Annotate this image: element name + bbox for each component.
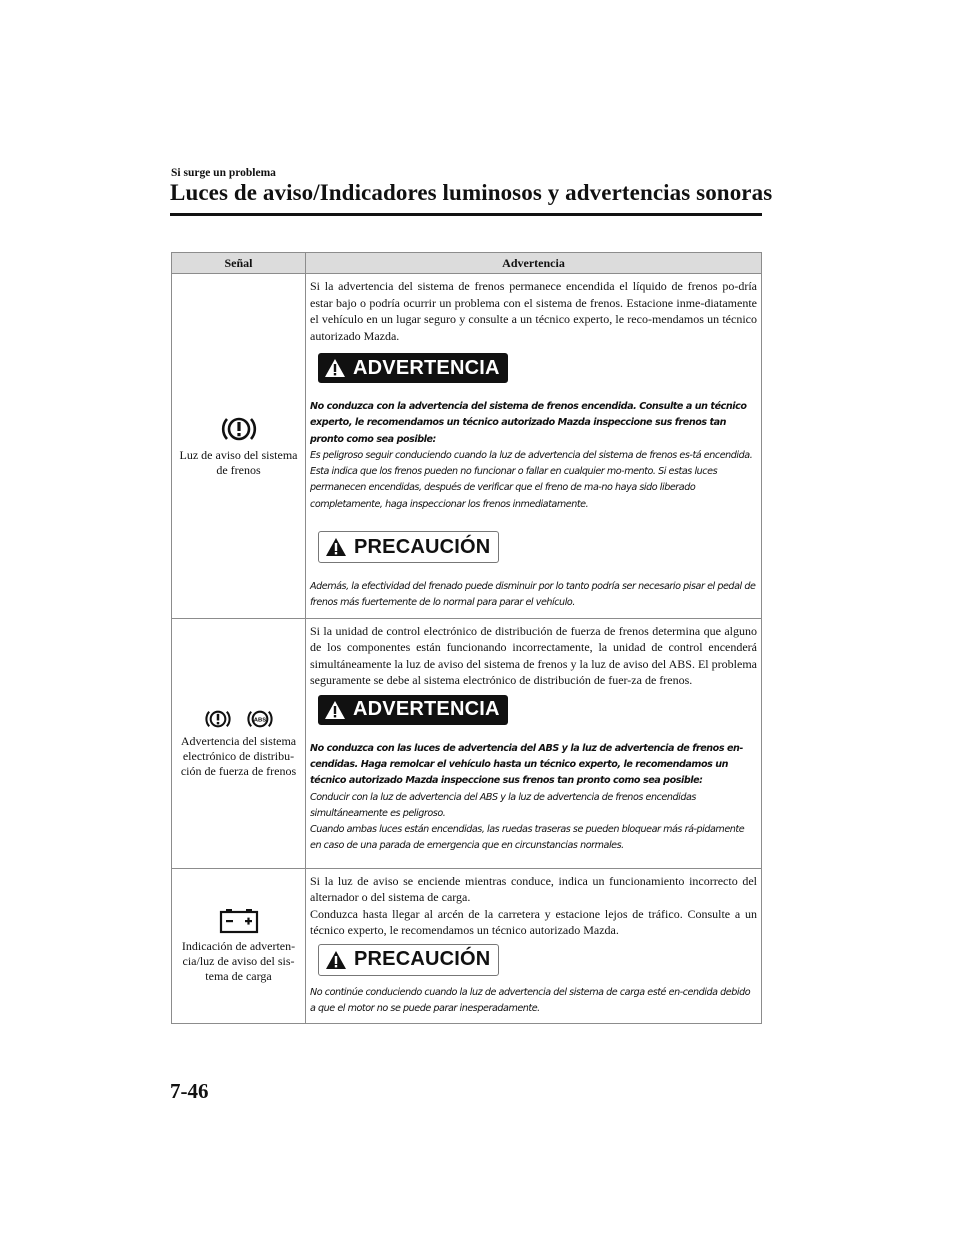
warning-detail-text: Conducir con la luz de advertencia del ABS y la luz de advertencia de frenos encendidas simultáneamente es peligroso. — [310, 791, 696, 819]
precaucion-badge — [318, 944, 499, 976]
warning-detail-text: Cuando ambas luces están encendidas, las ruedas traseras se pueden bloquear más rá-pidamente en caso de una parada de emergencia que en circunstancias normales. — [310, 824, 745, 852]
caution-triangle-icon — [325, 950, 347, 970]
signal-label: Luz de aviso del sistema de frenos — [179, 447, 298, 477]
warning-detail-text: Es peligroso seguir conduciendo cuando la luz de advertencia del sistema de frenos es-tá encendida. Esta indica que los frenos pueden no funcionar o fallar en cualquier mo-mento. Si estas luces permanecen encendidas, después de verificar que el freno de ma-no haya sido liberado completamente, haga inspeccionar los frenos inmediatamente. — [310, 449, 753, 510]
precaucion-badge — [318, 531, 499, 563]
warning-triangle-icon — [324, 358, 346, 378]
warning-bold-text: No conduzca con la advertencia del sistema de frenos encendida. Consulte a un técnico experto, le recomendamos un técnico autorizado Mazda inspeccione sus frenos tan pronto como sea posible: — [310, 401, 747, 445]
warning-triangle-icon — [324, 700, 346, 720]
signal-cell — [172, 618, 306, 868]
description-text: Conduzca hasta llegar al arcén de la carretera y estacione lejos de tráfico. Consulte a un técnico experto, le recomendamos un técnico autorizado Mazda. — [310, 906, 757, 938]
description-text: Si la advertencia del sistema de frenos permanece encendida el líquido de frenos po-dría estar bajo o podría ocurrir un problema con el sistema de frenos. Estacione inme-diatamente el vehículo en un lugar seguro y consulte a un técnico experto, le reco-mendamos un técnico autorizado Mazda. — [310, 279, 757, 343]
advertencia-badge — [318, 353, 508, 383]
page-title: Luces de aviso/Indicadores luminosos y advertencias sonoras — [170, 180, 773, 205]
caution-text: Además, la efectividad del frenado puede disminuir por lo tanto podría ser necesario pisar el pedal de frenos más fuertemente de lo normal para parar el vehículo. — [310, 581, 756, 609]
advertencia-badge — [318, 695, 508, 725]
warning-cell — [306, 274, 762, 619]
page-number: 7-46 — [170, 1079, 209, 1103]
table-header-row — [172, 253, 762, 274]
warning-lights-table — [171, 252, 762, 1024]
table-row — [172, 868, 762, 1024]
precaucion-label: PRECAUCIÓN — [354, 535, 491, 558]
table-row — [172, 618, 762, 868]
advertencia-label: ADVERTENCIA — [353, 698, 500, 721]
abs-icon-text: ABS — [253, 717, 266, 724]
brake-warning-icon — [220, 414, 258, 444]
caution-triangle-icon — [325, 537, 347, 557]
abs-icon — [246, 708, 274, 730]
signal-label: Indicación de adverten-cia/luz de aviso del sis-tema de carga — [181, 939, 296, 984]
signal-cell — [172, 274, 306, 619]
section-label: Si surge un problema — [171, 167, 276, 179]
warning-cell — [306, 868, 762, 1024]
signal-label: Advertencia del sistema electrónico de distribu-ción de fuerza de frenos — [180, 733, 297, 778]
advertencia-label: ADVERTENCIA — [353, 356, 500, 379]
table-row — [172, 274, 762, 619]
warning-bold-text: No conduzca con las luces de advertencia del ABS y la luz de advertencia de frenos en-cendidas. Haga remolcar el vehículo hasta un técnico experto, le recomendamos un técnico autorizado Mazda inspeccione sus frenos tan pronto como sea posible: — [310, 742, 743, 787]
col-header-warning: Advertencia — [306, 253, 762, 274]
description-text: Si la unidad de control electrónico de distribución de fuerza de frenos determina que alguno de los componentes están funcionando incorrectamente, la unidad de control encenderá simultáneamente la luz de aviso del sistema de frenos y la luz de aviso del ABS. El problema seguramente se debe al sistema electrónico de distribución de fuer-za de frenos. — [310, 623, 757, 688]
title-rule — [170, 213, 762, 216]
description-text: Si la luz de aviso se enciende mientras conduce, indica un funcionamiento incorrecto del alternador o del sistema de carga. — [310, 873, 757, 905]
col-header-signal: Señal — [172, 253, 306, 274]
precaucion-label: PRECAUCIÓN — [354, 948, 491, 971]
brake-warning-icon — [204, 708, 232, 730]
battery-icon — [219, 907, 259, 935]
caution-text: No continúe conduciendo cuando la luz de advertencia del sistema de carga esté en-cendida debido a que el motor no se puede parar inesperadamente. — [310, 986, 751, 1014]
signal-cell — [172, 868, 306, 1024]
warning-cell — [306, 618, 762, 868]
